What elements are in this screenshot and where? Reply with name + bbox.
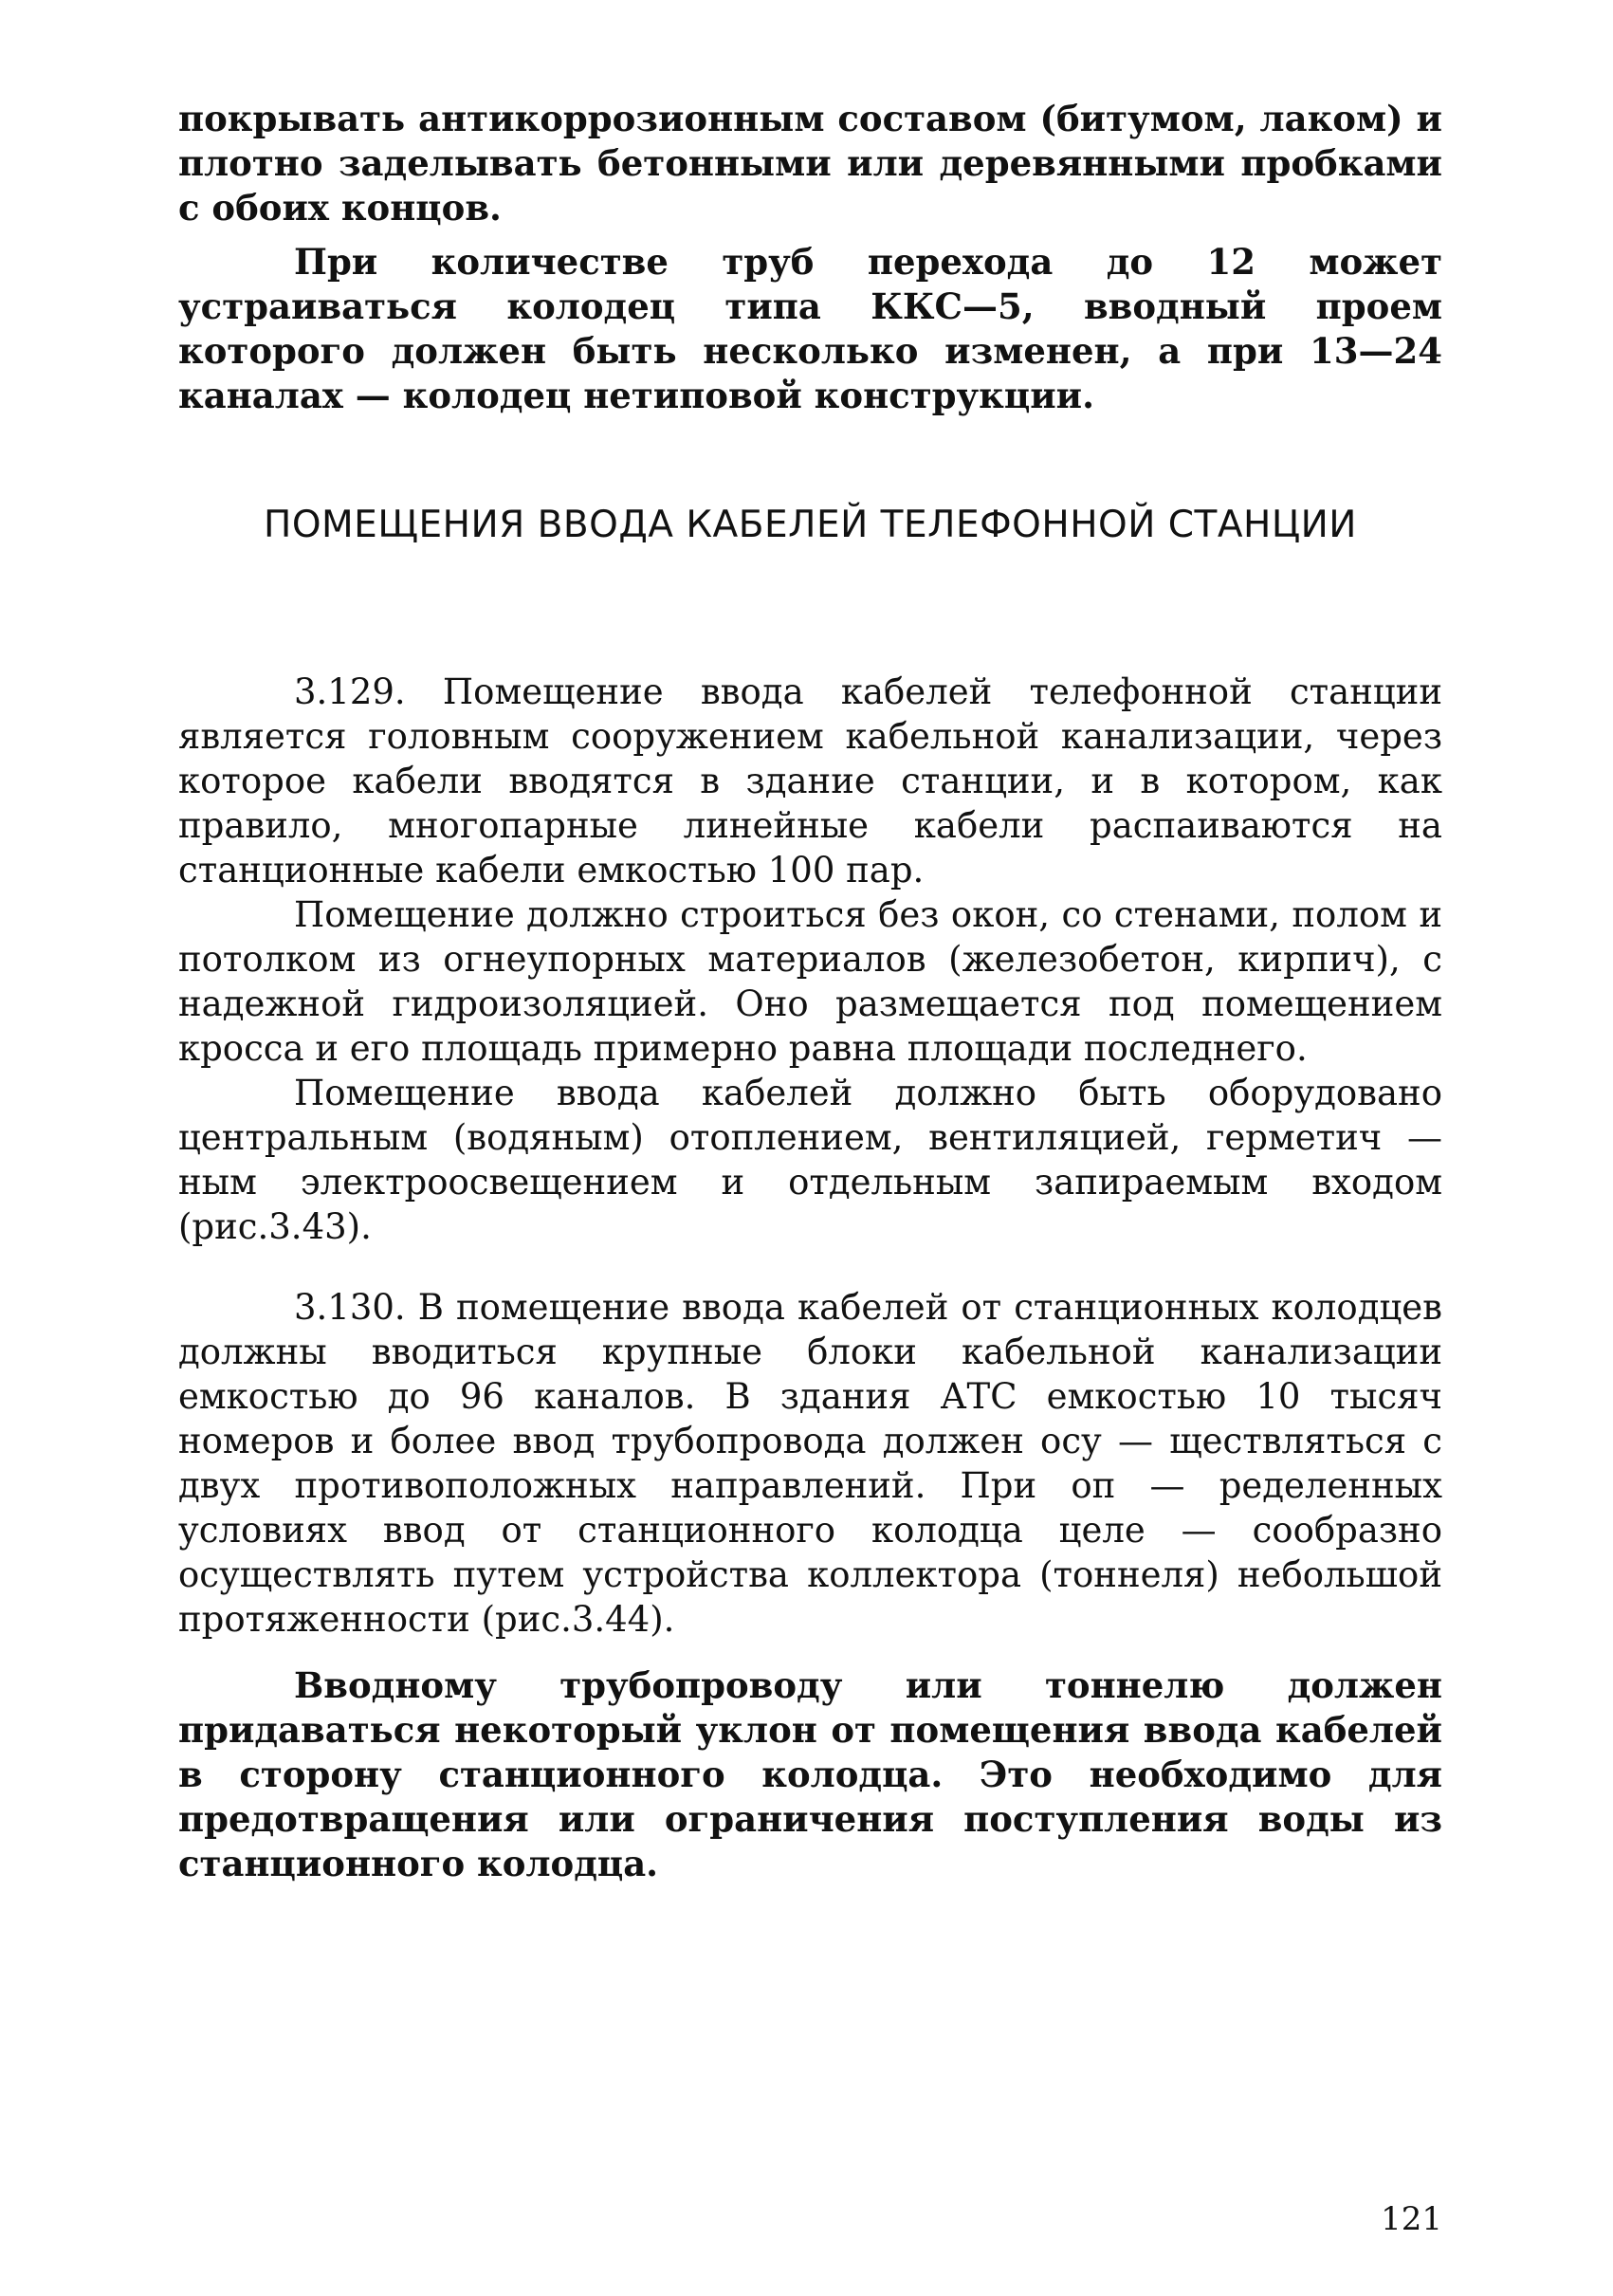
section-heading: ПОМЕЩЕНИЯ ВВОДА КАБЕЛЕЙ ТЕЛЕФОННОЙ СТАНЦИИ xyxy=(264,504,1357,546)
continuation-paragraph: покрывать антикоррозионным составом (битумом, лаком) и плотно заделывать бетонными или деревянными пробками с обоих концов. xyxy=(178,98,1442,229)
final-text-block xyxy=(178,1663,1442,1886)
paragraph-room-construction: Помещение должно строиться без окон, со стенами, полом и потолком из огнеупорных материалов (железобетон, кирпич), с надежной гидроизоляцией. Оно размещается под помещением кросса и его площадь примерно равна площади последнего. xyxy=(178,894,1442,1069)
main-text-block xyxy=(178,670,1442,1642)
paragraph-3-130: 3.130. В помещение ввода кабелей от станционных колодцев должны вводиться крупные блоки кабельной канализации емкостью до 96 каналов. В здания АТС емкостью 10 тысяч номеров и более ввод трубопровода должен осу — ществляться с двух противоположных направлений. При оп — ределенных условиях ввод от станционного колодца целе — сообразно осуществлять путем устройства коллектора (тоннеля) небольшой протяженности (рис.3.44). xyxy=(178,1287,1442,1640)
paragraph-3-129: 3.129. Помещение ввода кабелей телефонной станции является головным сооружением кабельной канализации, через которое кабели вводятся в здание станции, и в котором, как правило, многопарные линейные кабели распаиваются на станционные кабели емкостью 100 пар. xyxy=(178,671,1442,891)
paragraph-kks5-well: При количестве труб перехода до 12 может устраиваться колодец типа ККС—5, вводный проем которого должен быть несколько изменен, а при 13—24 каналах — колодец нетиповой конструкции. xyxy=(178,241,1442,416)
paragraph-pipeline-slope: Вводному трубопроводу или тоннелю должен придаваться некоторый уклон от помещения ввода кабелей в сторону станционного колодца. Это необходимо для предотвращения или ограничения поступления воды из станционного колодца. xyxy=(178,1664,1442,1884)
top-text-block xyxy=(178,97,1442,418)
page-number: 121 xyxy=(1381,2200,1442,2238)
paragraph-room-equipment: Помещение ввода кабелей должно быть оборудовано центральным (водяным) отоплением, вентиляцией, герметич — ным электроосвещением и отдельным запираемым входом (рис.3.43). xyxy=(178,1073,1442,1247)
